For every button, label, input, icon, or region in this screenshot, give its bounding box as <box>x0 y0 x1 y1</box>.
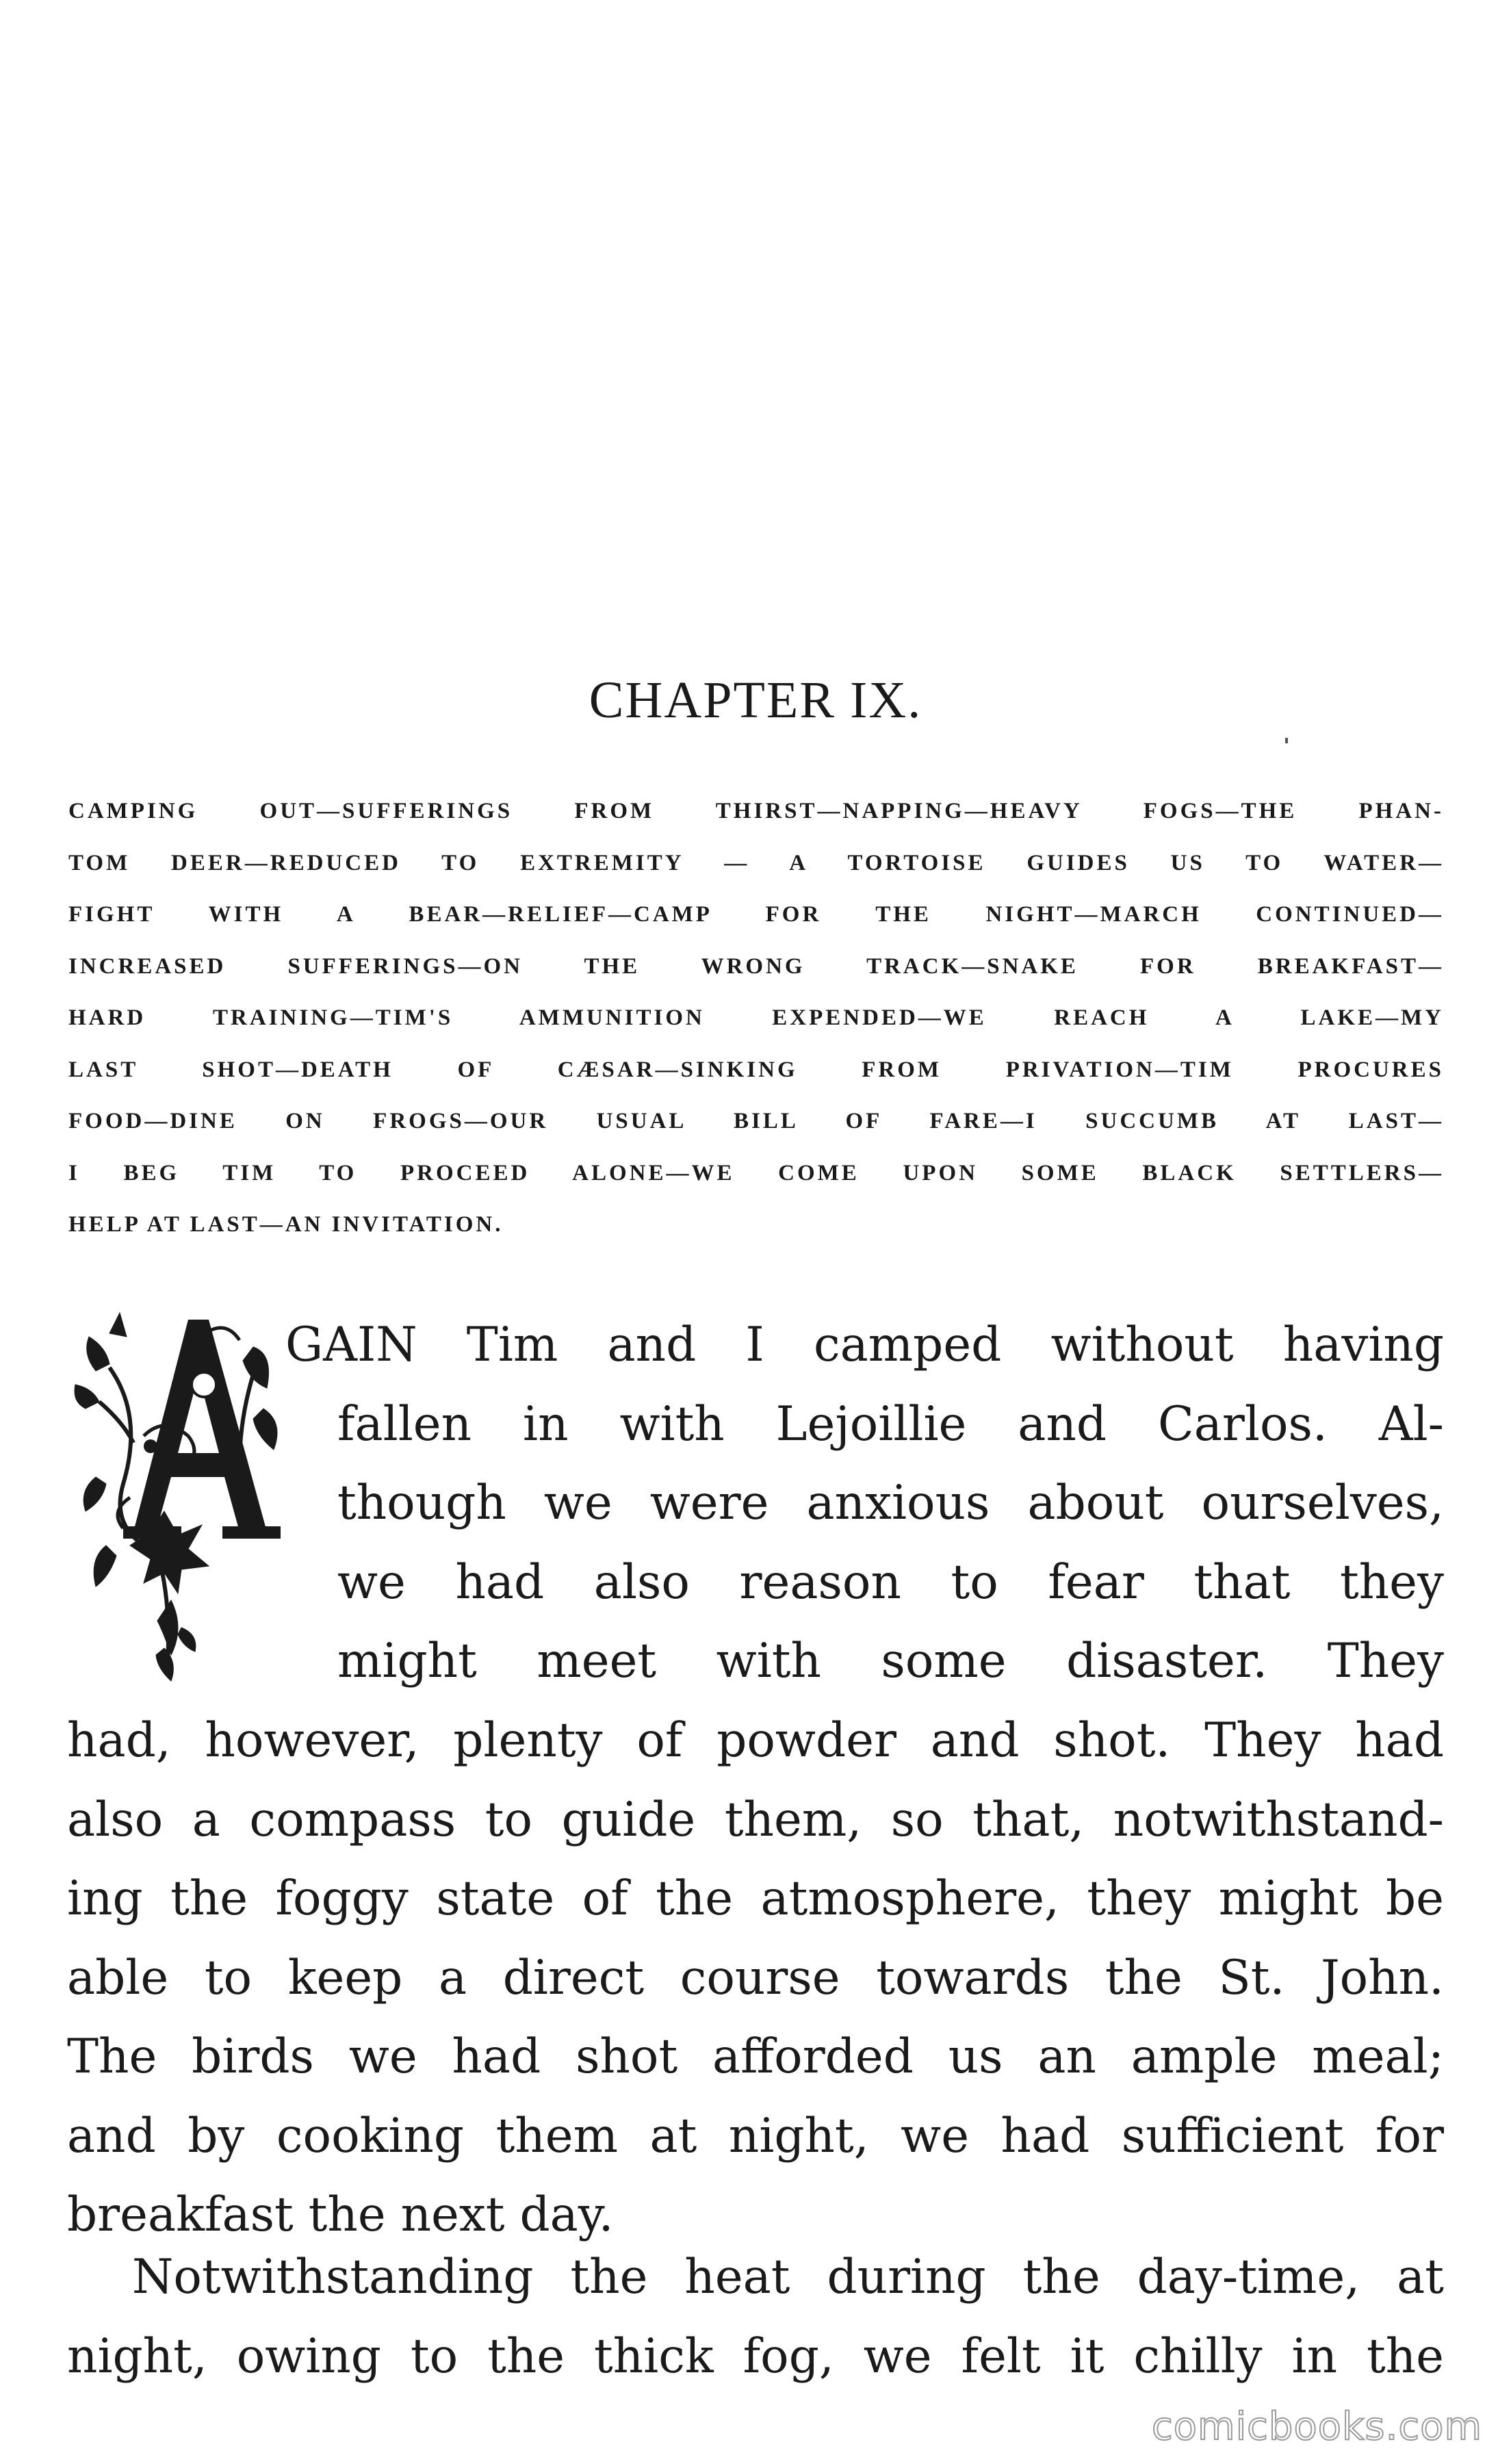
paragraph-body <box>67 1702 1444 2255</box>
summary-line: HELP AT LAST—AN INVITATION. <box>68 1212 504 1237</box>
watermark: comicbooks.com <box>1151 2404 1482 2449</box>
ornamental-drop-cap-a-icon <box>68 1306 294 1689</box>
chapter-title: CHAPTER IX. <box>589 671 922 729</box>
summary-line: FOOD—DINE ON FROGS—OUR USUAL BILL OF FARE—I SUCCUMB AT LAST— <box>68 1109 1444 1133</box>
text-line: ing the foggy state of the atmosphere, they might be <box>67 1871 1444 1926</box>
text-line: breakfast the next day. <box>67 2187 614 2242</box>
text-line: fallen in with Lejoillie and Carlos. Al- <box>337 1396 1444 1452</box>
print-speck <box>1285 738 1288 743</box>
chapter-summary <box>68 786 1444 1251</box>
summary-line: I BEG TIM TO PROCEED ALONE—WE COME UPON SOME BLACK SETTLERS— <box>68 1160 1444 1185</box>
drop-cap-lines <box>285 1306 1444 1702</box>
text-line: and by cooking them at night, we had sufficient for <box>67 2108 1444 2164</box>
summary-line: TOM DEER—REDUCED TO EXTREMITY — A TORTOISE GUIDES US TO WATER— <box>68 850 1444 875</box>
summary-line: LAST SHOT—DEATH OF CÆSAR—SINKING FROM PRIVATION—TIM PROCURES <box>68 1057 1444 1082</box>
text-line: able to keep a direct course towards the St. John. <box>67 1950 1444 2005</box>
text-line: also a compass to guide them, so that, notwithstand- <box>67 1792 1444 1847</box>
paragraph-second <box>67 2238 1444 2396</box>
summary-line: HARD TRAINING—TIM'S AMMUNITION EXPENDED—WE REACH A LAKE—MY <box>68 1005 1444 1030</box>
summary-line: FIGHT WITH A BEAR—RELIEF—CAMP FOR THE NIGHT—MARCH CONTINUED— <box>68 902 1444 927</box>
text-line: might meet with some disaster. They <box>337 1634 1444 1689</box>
text-line: we had also reason to fear that they <box>337 1554 1444 1610</box>
summary-line: INCREASED SUFFERINGS—ON THE WRONG TRACK—SNAKE FOR BREAKFAST— <box>68 953 1444 979</box>
summary-line: CAMPING OUT—SUFFERINGS FROM THIRST—NAPPING—HEAVY FOGS—THE PHAN- <box>68 799 1444 823</box>
text-line: Notwithstanding the heat during the day-time, at <box>132 2250 1444 2305</box>
text-line: night, owing to the thick fog, we felt it chilly in the <box>67 2328 1444 2384</box>
text-line: had, however, plenty of powder and shot. They had <box>67 1713 1444 1768</box>
text-line: The birds we had shot afforded us an ample meal; <box>67 2029 1444 2084</box>
text-line: GAIN Tim and I camped without having <box>285 1318 1444 1372</box>
text-line: though we were anxious about ourselves, <box>337 1476 1444 1530</box>
